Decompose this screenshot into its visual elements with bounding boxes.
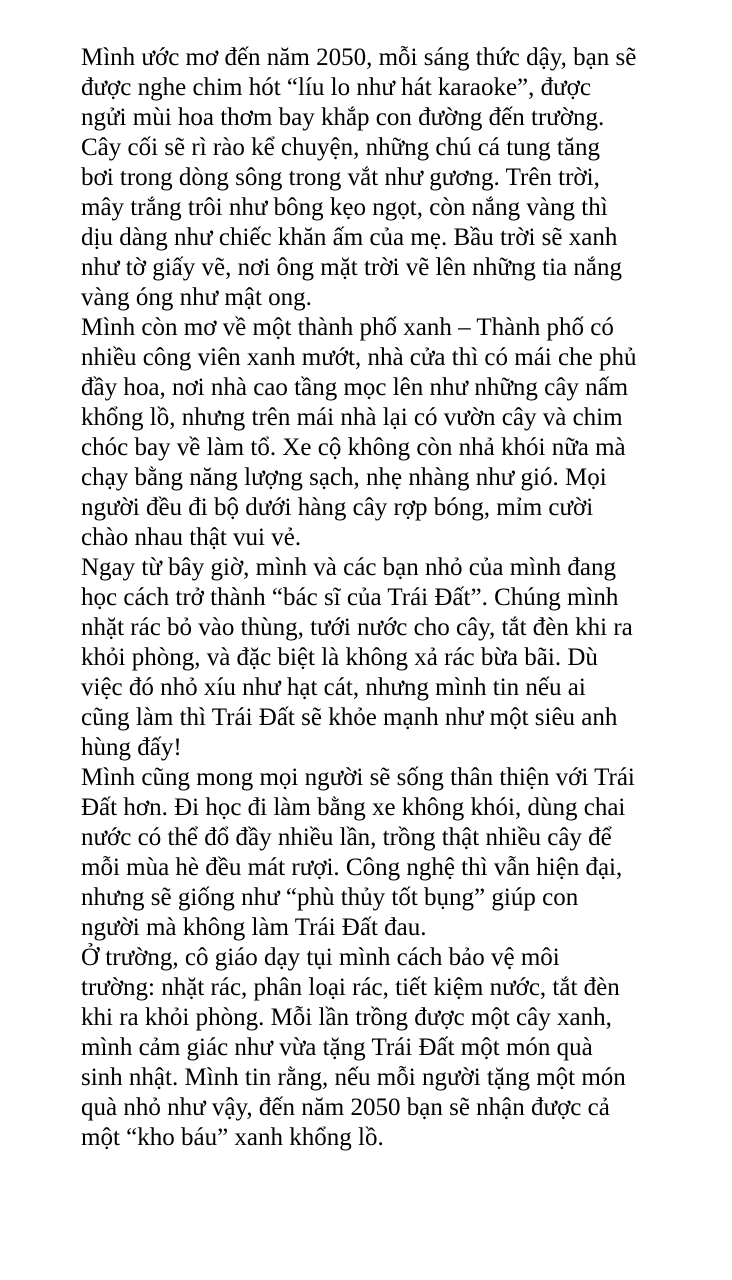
text-line: việc đó nhỏ xíu như hạt cát, nhưng mình tin nếu ai — [81, 674, 586, 701]
text-line: Cây cối sẽ rì rào kể chuyện, những chú cá tung tăng — [81, 134, 600, 161]
essay-text — [81, 43, 656, 1153]
text-line: người đều đi bộ dưới hàng cây rợp bóng, mỉm cười — [81, 494, 594, 521]
text-line: nhặt rác bỏ vào thùng, tưới nước cho cây, tắt đèn khi ra — [81, 614, 633, 641]
text-line: mây trắng trôi như bông kẹo ngọt, còn nắng vàng thì — [81, 194, 608, 221]
text-line: bơi trong dòng sông trong vắt như gương. Trên trời, — [81, 164, 600, 191]
paragraph — [81, 763, 656, 943]
text-line: Mình còn mơ về một thành phố xanh – Thành phố có — [81, 314, 614, 341]
text-line: ngửi mùi hoa thơm bay khắp con đường đến trường. — [81, 104, 605, 131]
text-line: dịu dàng như chiếc khăn ấm của mẹ. Bầu trời sẽ xanh — [81, 224, 618, 251]
text-line: mình cảm giác như vừa tặng Trái Đất một món quà — [81, 1034, 593, 1061]
text-line: chào nhau thật vui vẻ. — [81, 524, 302, 551]
text-line: Mình ước mơ đến năm 2050, mỗi sáng thức dậy, bạn sẽ — [81, 44, 637, 71]
text-line: mỗi mùa hè đều mát rượi. Công nghệ thì vẫn hiện đại, — [81, 854, 623, 881]
text-line: một “kho báu” xanh khổng lồ. — [81, 1124, 384, 1151]
text-line: quà nhỏ như vậy, đến năm 2050 bạn sẽ nhận được cả — [81, 1094, 610, 1121]
text-line: Mình cũng mong mọi người sẽ sống thân thiện với Trái — [81, 764, 635, 791]
text-line: khỏi phòng, và đặc biệt là không xả rác bừa bãi. Dù — [81, 644, 598, 671]
text-line: chóc bay về làm tổ. Xe cộ không còn nhả khói nữa mà — [81, 434, 626, 461]
text-line: trường: nhặt rác, phân loại rác, tiết kiệm nước, tắt đèn — [81, 974, 620, 1001]
text-line: cũng làm thì Trái Đất sẽ khỏe mạnh như một siêu anh — [81, 704, 618, 731]
text-line: Ngay từ bây giờ, mình và các bạn nhỏ của mình đang — [81, 554, 616, 581]
paragraph — [81, 943, 656, 1153]
text-line: chạy bằng năng lượng sạch, nhẹ nhàng như gió. Mọi — [81, 464, 607, 491]
text-line: nước có thể đổ đầy nhiều lần, trồng thật nhiều cây để — [81, 824, 612, 851]
text-line: vàng óng như mật ong. — [81, 284, 312, 311]
text-line: nhưng sẽ giống như “phù thủy tốt bụng” giúp con — [81, 884, 579, 911]
paragraph — [81, 553, 656, 763]
text-line: sinh nhật. Mình tin rằng, nếu mỗi người tặng một món — [81, 1064, 626, 1091]
text-line: khổng lồ, nhưng trên mái nhà lại có vườn cây và chim — [81, 404, 623, 431]
paragraph — [81, 313, 656, 553]
text-line: khi ra khỏi phòng. Mỗi lần trồng được một cây xanh, — [81, 1004, 612, 1031]
text-line: Ở trường, cô giáo dạy tụi mình cách bảo vệ môi — [81, 944, 560, 971]
text-line: nhiều công viên xanh mướt, nhà cửa thì có mái che phủ — [81, 344, 637, 371]
text-line: được nghe chim hót “líu lo như hát karaoke”, được — [81, 74, 591, 101]
text-line: hùng đấy! — [81, 734, 182, 761]
paragraph — [81, 43, 656, 313]
text-line: Đất hơn. Đi học đi làm bằng xe không khói, dùng chai — [81, 794, 626, 821]
text-line: như tờ giấy vẽ, nơi ông mặt trời vẽ lên những tia nắng — [81, 254, 622, 281]
text-line: học cách trở thành “bác sĩ của Trái Đất”. Chúng mình — [81, 584, 619, 611]
text-line: đầy hoa, nơi nhà cao tầng mọc lên như những cây nấm — [81, 374, 629, 401]
text-line: người mà không làm Trái Đất đau. — [81, 914, 427, 941]
